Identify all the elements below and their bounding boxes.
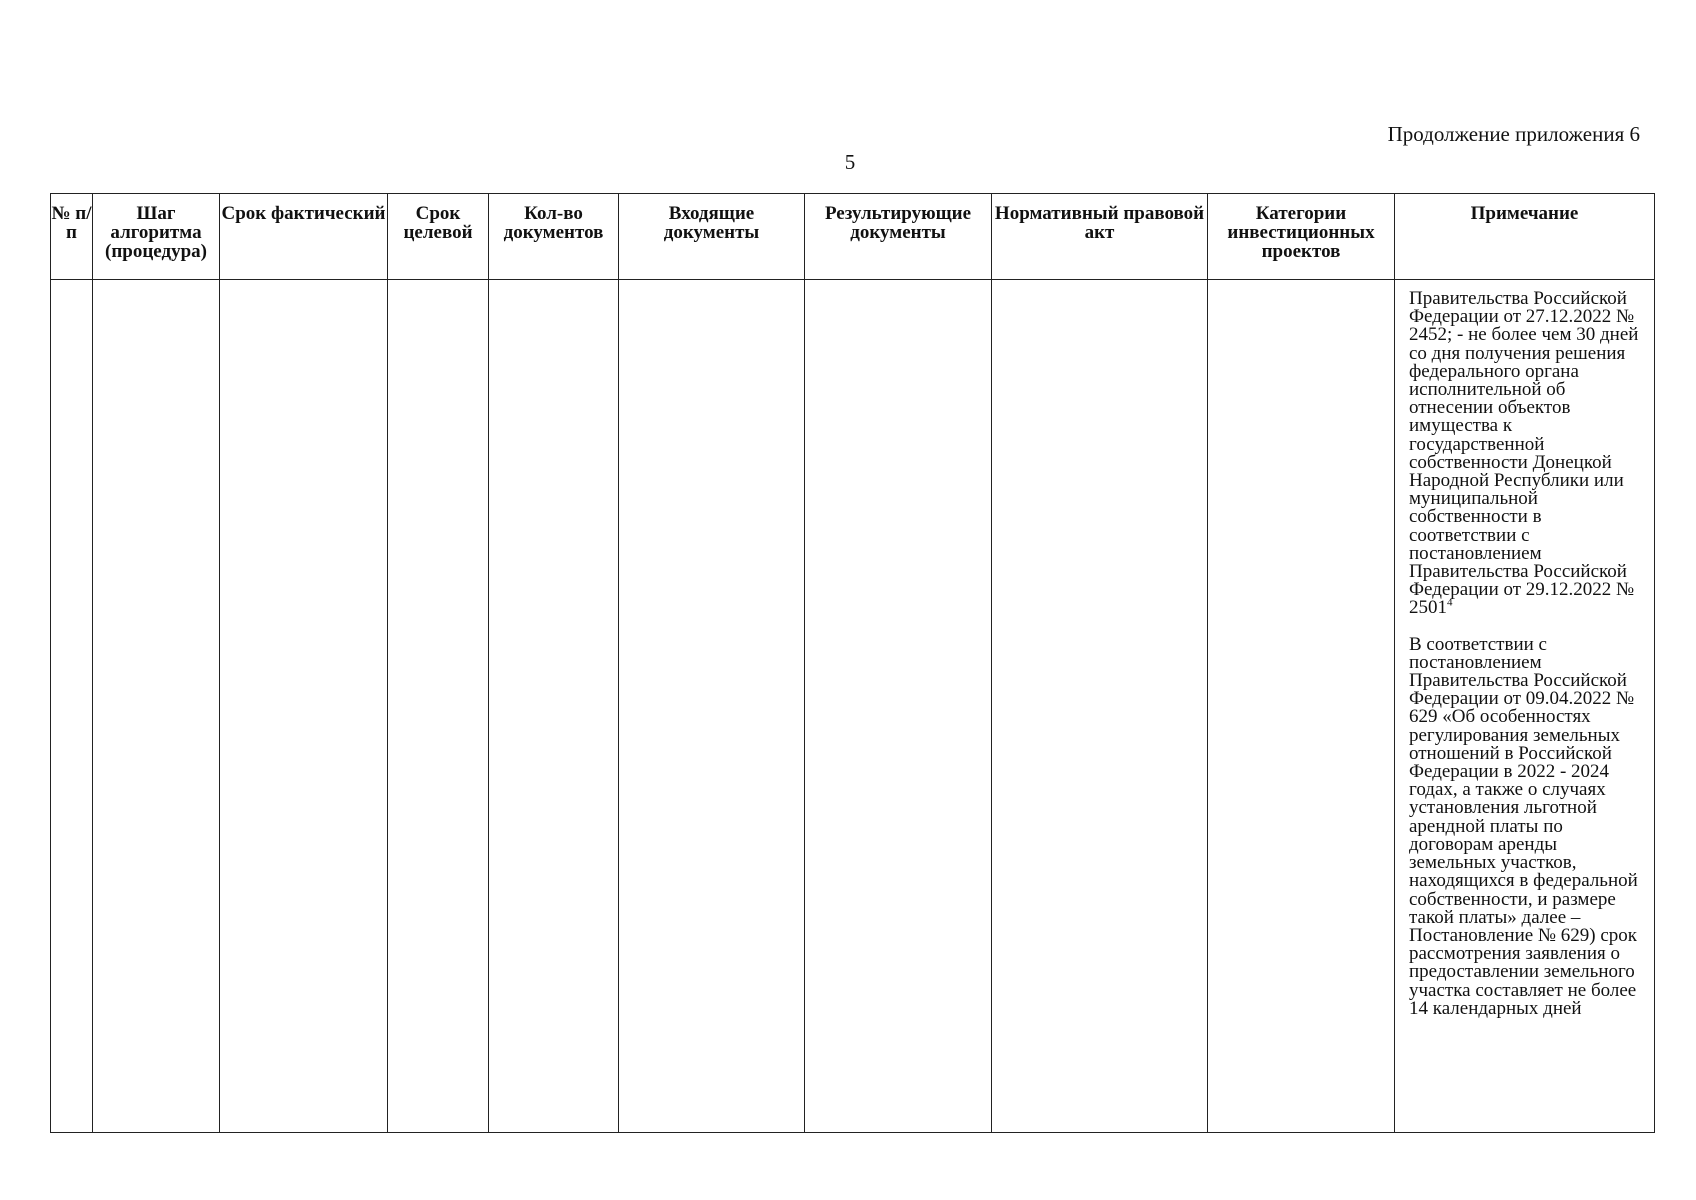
column-header-incoming-docs: Входящие документы <box>619 194 805 280</box>
column-header-target-term: Срок целевой <box>388 194 489 280</box>
cell-target-term <box>388 280 489 1133</box>
footnote-marker: 4 <box>1447 597 1453 610</box>
column-header-doc-count: Кол-во документов <box>489 194 619 280</box>
column-header-legal-act: Нормативный правовой акт <box>992 194 1208 280</box>
cell-categories <box>1208 280 1395 1133</box>
column-header-categories: Категории инвестиционных проектов <box>1208 194 1395 280</box>
note-paragraph-2: В соответствии с постановлением Правительства Российской Федерации от 09.04.2022 № 629 «Об особенностях регулирования земельных отношений в Российской Федерации в 2022 - 2024 годах, а также о случаях установления льготной арендной платы по договорам аренды земельных участков, находящихся в федеральной собственности, и размере такой платы» далее – Постановление № 629) срок рассмотрения заявления о предоставлении земельного участка составляет не более 14 календарных дней <box>1409 633 1638 1019</box>
cell-doc-count <box>489 280 619 1133</box>
column-header-number: № п/п <box>51 194 93 280</box>
cell-incoming-docs <box>619 280 805 1133</box>
column-header-result-docs: Результирующие документы <box>805 194 992 280</box>
cell-step <box>93 280 220 1133</box>
note-text-1: Правительства Российской Федерации от 27.12.2022 № 2452; - не более чем 30 дней со дня получения решения федерального органа исполнительной об отнесении объектов имущества к государственной собственности Донецкой Народной Республики или муниципальной собственности в соответствии с постановлением Правительства Российской Федерации от 29.12.2022 № 2501 <box>1409 288 1639 619</box>
column-header-note: Примечание <box>1395 194 1655 280</box>
cell-legal-act <box>992 280 1208 1133</box>
algorithm-table <box>50 193 1655 1133</box>
appendix-continuation: Продолжение приложения 6 <box>1387 122 1640 146</box>
cell-result-docs <box>805 280 992 1133</box>
cell-note <box>1395 280 1655 1133</box>
cell-actual-term <box>220 280 388 1133</box>
cell-number <box>51 280 93 1133</box>
note-paragraph-1 <box>1409 290 1648 618</box>
table-row <box>51 280 1655 1133</box>
page-number: 5 <box>844 150 856 174</box>
column-header-step: Шаг алгоритма (процедура) <box>93 194 220 280</box>
table-header-row <box>51 194 1655 280</box>
column-header-actual-term: Срок фактический <box>220 194 388 280</box>
